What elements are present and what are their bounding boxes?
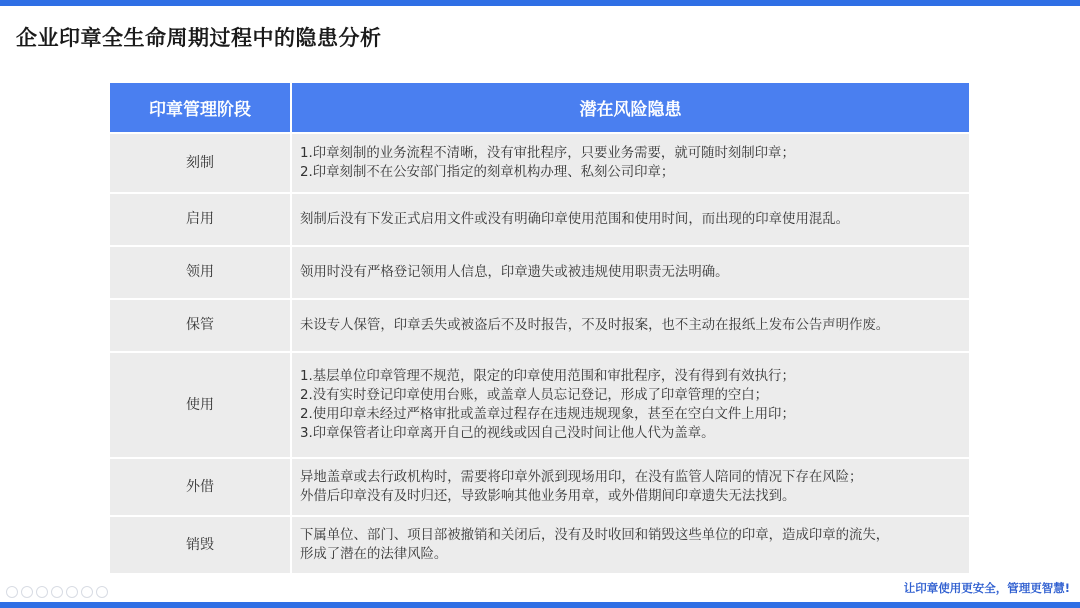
footer-icon-row bbox=[6, 586, 108, 598]
risk-line: 2.印章刻制不在公安部门指定的刻章机构办理、私刻公司印章； bbox=[300, 165, 675, 180]
risk-cell bbox=[292, 459, 969, 515]
risk-cell bbox=[292, 194, 969, 245]
table-header-row bbox=[110, 83, 969, 132]
page-title: 企业印章全生命周期过程中的隐患分析 bbox=[16, 26, 382, 50]
stage-cell: 保管 bbox=[110, 300, 292, 351]
risk-analysis-table bbox=[110, 81, 969, 575]
risk-cell bbox=[292, 300, 969, 351]
risk-line: 下属单位、部门、项目部被撤销和关闭后，没有及时收回和销毁这些单位的印章，造成印章的流失， bbox=[300, 528, 890, 543]
stage-cell: 刻制 bbox=[110, 134, 292, 192]
decorative-circle-icon bbox=[51, 586, 63, 598]
top-accent-bar bbox=[0, 0, 1080, 6]
decorative-circle-icon bbox=[81, 586, 93, 598]
risk-cell bbox=[292, 517, 969, 573]
risk-line: 3.印章保管者让印章离开自己的视线或因自己没时间让他人代为盖章。 bbox=[300, 426, 715, 441]
decorative-circle-icon bbox=[6, 586, 18, 598]
risk-cell bbox=[292, 134, 969, 192]
table-row bbox=[110, 353, 969, 457]
decorative-circle-icon bbox=[96, 586, 108, 598]
risk-line: 领用时没有严格登记领用人信息，印章遗失或被违规使用职责无法明确。 bbox=[300, 265, 729, 280]
stage-cell: 销毁 bbox=[110, 517, 292, 573]
stage-cell: 启用 bbox=[110, 194, 292, 245]
table-row bbox=[110, 194, 969, 245]
stage-cell: 外借 bbox=[110, 459, 292, 515]
decorative-circle-icon bbox=[66, 586, 78, 598]
risk-line: 2.没有实时登记印章使用台账，或盖章人员忘记登记，形成了印章管理的空白； bbox=[300, 388, 769, 403]
table-row bbox=[110, 247, 969, 298]
table-row bbox=[110, 517, 969, 573]
header-risk: 潜在风险隐患 bbox=[292, 83, 969, 132]
footer-slogan: 让印章使用更安全，管理更智慧! bbox=[903, 581, 1070, 595]
risk-line: 1.印章刻制的业务流程不清晰，没有审批程序，只要业务需要，就可随时刻制印章； bbox=[300, 146, 795, 161]
header-stage: 印章管理阶段 bbox=[110, 83, 292, 132]
table-row bbox=[110, 134, 969, 192]
stage-cell: 使用 bbox=[110, 353, 292, 457]
risk-line: 2.使用印章未经过严格审批或盖章过程存在违规违规现象，甚至在空白文件上用印； bbox=[300, 407, 795, 422]
table-row bbox=[110, 459, 969, 515]
decorative-circle-icon bbox=[21, 586, 33, 598]
risk-cell bbox=[292, 353, 969, 457]
risk-line: 形成了潜在的法律风险。 bbox=[300, 547, 448, 562]
decorative-circle-icon bbox=[36, 586, 48, 598]
stage-cell: 领用 bbox=[110, 247, 292, 298]
risk-line: 外借后印章没有及时归还，导致影响其他业务用章，或外借期间印章遗失无法找到。 bbox=[300, 489, 796, 504]
risk-line: 1.基层单位印章管理不规范，限定的印章使用范围和审批程序，没有得到有效执行； bbox=[300, 369, 795, 384]
risk-cell bbox=[292, 247, 969, 298]
bottom-accent-bar bbox=[0, 602, 1080, 608]
risk-line: 刻制后没有下发正式启用文件或没有明确印章使用范围和使用时间，而出现的印章使用混乱。 bbox=[300, 212, 850, 227]
risk-line: 未设专人保管，印章丢失或被盗后不及时报告，不及时报案，也不主动在报纸上发布公告声明作废。 bbox=[300, 318, 890, 333]
risk-line: 异地盖章或去行政机构时，需要将印章外派到现场用印，在没有监管人陪同的情况下存在风险； bbox=[300, 470, 863, 485]
table-row bbox=[110, 300, 969, 351]
